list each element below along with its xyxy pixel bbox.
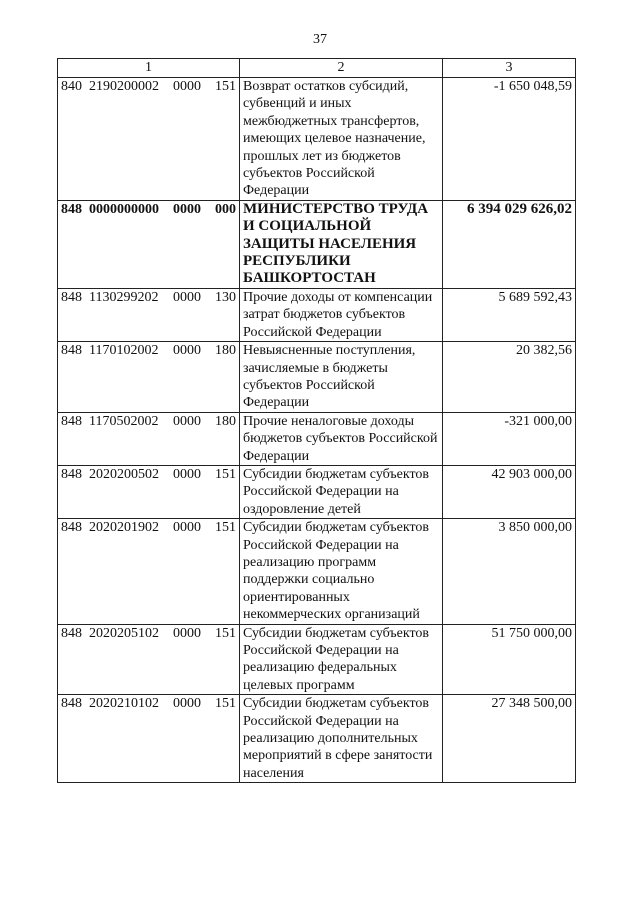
income-name: Субсидии бюджетам субъектов Российской Федерации на реализацию дополнительных мероприятий в сфере занятости населения: [240, 695, 443, 783]
table-row: [58, 519, 576, 624]
sub-code: 0000: [173, 466, 201, 482]
sub-code: 0000: [173, 520, 201, 536]
amount: 5 689 592,43: [443, 288, 576, 341]
income-name: МИНИСТЕРСТВО ТРУДА И СОЦИАЛЬНОЙ ЗАЩИТЫ НАСЕЛЕНИЯ РЕСПУБЛИКИ БАШКОРТОСТАН: [240, 200, 443, 288]
kind-code: 180: [215, 413, 236, 429]
amount: 27 348 500,00: [443, 695, 576, 783]
main-code: 1170502002: [89, 413, 159, 429]
amount: -321 000,00: [443, 412, 576, 465]
income-name: Прочие доходы от компенсации затрат бюджетов субъектов Российской Федерации: [240, 288, 443, 341]
budget-revenue-table: [57, 58, 576, 783]
sub-code: 0000: [173, 79, 201, 94]
kind-code: 000: [215, 201, 236, 217]
column-header-amount: 3: [443, 59, 576, 78]
income-name: Субсидии бюджетам субъектов Российской Федерации на оздоровление детей: [240, 465, 443, 518]
budget-code: [58, 288, 240, 341]
table-row: [58, 695, 576, 783]
sub-code: 0000: [173, 696, 201, 712]
table-row: [58, 624, 576, 695]
admin-code: 848: [61, 520, 82, 536]
main-code: 0000000000: [89, 201, 159, 217]
main-code: 2020200502: [89, 466, 159, 482]
income-name: Невыясненные поступления, зачисляемые в бюджеты субъектов Российской Федерации: [240, 342, 443, 413]
sub-code: 0000: [173, 625, 201, 641]
income-name: Прочие неналоговые доходы бюджетов субъектов Российской Федерации: [240, 412, 443, 465]
income-name: Субсидии бюджетам субъектов Российской Федерации на реализацию программ поддержки социально ориентированных некоммерческих организаций: [240, 519, 443, 624]
budget-code: [58, 342, 240, 413]
budget-code: [58, 695, 240, 783]
kind-code: 151: [215, 79, 236, 94]
admin-code: 848: [61, 413, 82, 429]
sub-code: 0000: [173, 201, 201, 217]
kind-code: 180: [215, 343, 236, 359]
admin-code: 848: [61, 625, 82, 641]
income-name: Субсидии бюджетам субъектов Российской Федерации на реализацию федеральных целевых программ: [240, 624, 443, 695]
main-code: 2020205102: [89, 625, 159, 641]
budget-code: [58, 78, 240, 201]
main-code: 1170102002: [89, 343, 159, 359]
table-row: [58, 412, 576, 465]
admin-code: 840: [61, 79, 82, 94]
kind-code: 151: [215, 466, 236, 482]
admin-code: 848: [61, 201, 82, 217]
kind-code: 151: [215, 696, 236, 712]
table-header-row: [58, 59, 576, 78]
budget-code: [58, 465, 240, 518]
main-code: 1130299202: [89, 289, 159, 305]
amount: 42 903 000,00: [443, 465, 576, 518]
main-code: 2190200002: [89, 79, 159, 94]
admin-code: 848: [61, 289, 82, 305]
budget-code: [58, 624, 240, 695]
amount: 20 382,56: [443, 342, 576, 413]
table-row: [58, 200, 576, 288]
column-header-name: 2: [240, 59, 443, 78]
kind-code: 130: [215, 289, 236, 305]
budget-code: [58, 412, 240, 465]
amount: 6 394 029 626,02: [443, 200, 576, 288]
table-row: [58, 288, 576, 341]
amount: 3 850 000,00: [443, 519, 576, 624]
amount: -1 650 048,59: [443, 78, 576, 201]
admin-code: 848: [61, 466, 82, 482]
admin-code: 848: [61, 696, 82, 712]
sub-code: 0000: [173, 343, 201, 359]
sub-code: 0000: [173, 289, 201, 305]
main-code: 2020201902: [89, 520, 159, 536]
table-row: [58, 342, 576, 413]
sub-code: 0000: [173, 413, 201, 429]
admin-code: 848: [61, 343, 82, 359]
income-name: Возврат остатков субсидий, субвенций и иных межбюджетных трансфертов, имеющих целевое назначение, прошлых лет из бюджетов субъектов Российской Федерации: [240, 78, 443, 201]
table-row: [58, 465, 576, 518]
table-row: [58, 78, 576, 201]
amount: 51 750 000,00: [443, 624, 576, 695]
kind-code: 151: [215, 520, 236, 536]
budget-code: [58, 519, 240, 624]
main-code: 2020210102: [89, 696, 159, 712]
column-header-code: 1: [58, 59, 240, 78]
kind-code: 151: [215, 625, 236, 641]
page-number: 37: [313, 32, 327, 47]
budget-code: [58, 200, 240, 288]
